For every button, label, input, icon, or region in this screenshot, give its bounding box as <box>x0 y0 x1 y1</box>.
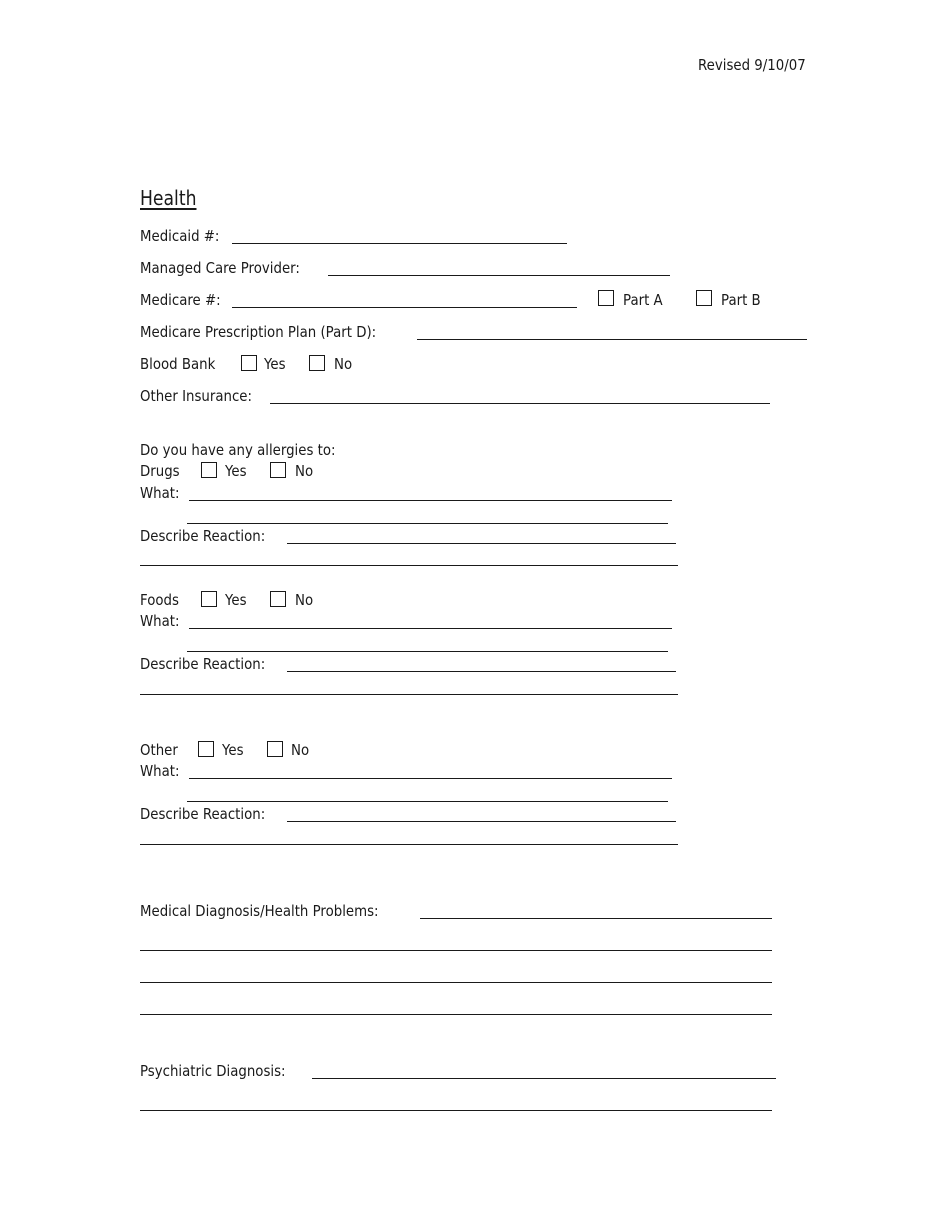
drugs-no-checkbox[interactable] <box>270 462 286 478</box>
part-b-label: Part B <box>721 291 761 309</box>
part-a-checkbox[interactable] <box>598 290 614 306</box>
other-no-label: No <box>291 741 310 759</box>
drugs-what-field[interactable] <box>189 500 672 501</box>
other-reaction-field[interactable] <box>287 821 676 822</box>
blood-bank-no-checkbox[interactable] <box>309 355 325 371</box>
medical-diagnosis-field-3[interactable] <box>140 982 772 983</box>
medicare-field[interactable] <box>232 307 577 308</box>
foods-reaction-field-2[interactable] <box>140 694 678 695</box>
other-reaction-label: Describe Reaction: <box>140 805 266 823</box>
drugs-label: Drugs <box>140 462 180 480</box>
foods-yes-checkbox[interactable] <box>201 591 217 607</box>
blood-bank-yes-checkbox[interactable] <box>241 355 257 371</box>
other-what-field-2[interactable] <box>187 801 668 802</box>
other-allergy-label: Other <box>140 741 178 759</box>
foods-what-label: What: <box>140 612 180 630</box>
medical-diagnosis-field[interactable] <box>420 918 772 919</box>
revised-date: Revised 9/10/07 <box>698 56 806 74</box>
other-insurance-label: Other Insurance: <box>140 387 252 405</box>
prescription-plan-label: Medicare Prescription Plan (Part D): <box>140 323 377 341</box>
drugs-yes-checkbox[interactable] <box>201 462 217 478</box>
allergies-question: Do you have any allergies to: <box>140 441 336 459</box>
foods-yes-label: Yes <box>225 591 247 609</box>
other-reaction-field-2[interactable] <box>140 844 678 845</box>
blood-bank-yes-label: Yes <box>264 355 286 373</box>
drugs-reaction-label: Describe Reaction: <box>140 527 266 545</box>
medical-diagnosis-field-4[interactable] <box>140 1014 772 1015</box>
other-yes-checkbox[interactable] <box>198 741 214 757</box>
drugs-reaction-field-2[interactable] <box>140 565 678 566</box>
other-yes-label: Yes <box>222 741 244 759</box>
other-no-checkbox[interactable] <box>267 741 283 757</box>
part-b-checkbox[interactable] <box>696 290 712 306</box>
drugs-reaction-field[interactable] <box>287 543 676 544</box>
prescription-plan-field[interactable] <box>417 339 807 340</box>
drugs-yes-label: Yes <box>225 462 247 480</box>
part-a-label: Part A <box>623 291 663 309</box>
other-what-field[interactable] <box>189 778 672 779</box>
foods-label: Foods <box>140 591 179 609</box>
managed-care-field[interactable] <box>328 275 670 276</box>
foods-no-checkbox[interactable] <box>270 591 286 607</box>
foods-what-field[interactable] <box>189 628 672 629</box>
section-title: Health <box>140 186 197 210</box>
foods-no-label: No <box>295 591 314 609</box>
psychiatric-diagnosis-field[interactable] <box>312 1078 776 1079</box>
medical-diagnosis-label: Medical Diagnosis/Health Problems: <box>140 902 379 920</box>
psychiatric-diagnosis-field-2[interactable] <box>140 1110 772 1111</box>
medical-diagnosis-field-2[interactable] <box>140 950 772 951</box>
other-insurance-field[interactable] <box>270 403 770 404</box>
psychiatric-diagnosis-label: Psychiatric Diagnosis: <box>140 1062 286 1080</box>
blood-bank-no-label: No <box>334 355 353 373</box>
foods-reaction-label: Describe Reaction: <box>140 655 266 673</box>
medicare-label: Medicare #: <box>140 291 221 309</box>
blood-bank-label: Blood Bank <box>140 355 216 373</box>
other-what-label: What: <box>140 762 180 780</box>
foods-reaction-field[interactable] <box>287 671 676 672</box>
drugs-what-label: What: <box>140 484 180 502</box>
medicaid-field[interactable] <box>232 243 567 244</box>
drugs-what-field-2[interactable] <box>187 523 668 524</box>
drugs-no-label: No <box>295 462 314 480</box>
medicaid-label: Medicaid #: <box>140 227 220 245</box>
foods-what-field-2[interactable] <box>187 651 668 652</box>
managed-care-label: Managed Care Provider: <box>140 259 300 277</box>
